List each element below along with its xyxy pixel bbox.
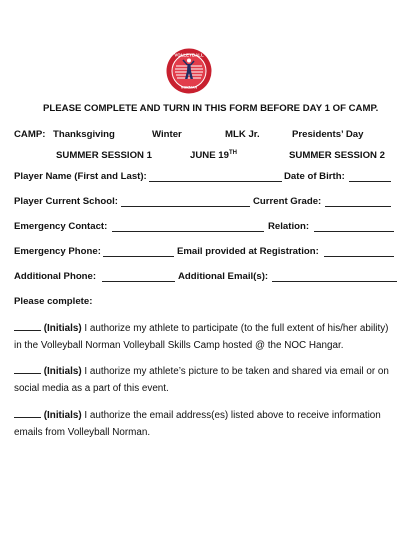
june-19-label: JUNE 19: [190, 150, 229, 162]
consent-text: I authorize my athlete’s picture to be taken and shared via email or on: [84, 366, 389, 377]
emergency-phone-label: Emergency Phone:: [14, 246, 101, 257]
relation-field[interactable]: [314, 222, 394, 232]
camp-option-thanksgiving[interactable]: Thanksgiving: [53, 129, 115, 140]
consent-participation: [14, 321, 388, 335]
camp-option-presidents-day[interactable]: Presidents’ Day: [292, 129, 364, 140]
camp-option-winter[interactable]: Winter: [152, 129, 182, 140]
additional-email-field[interactable]: [272, 272, 397, 282]
consent-text: I authorize the email address(es) listed above to receive information: [84, 410, 381, 421]
camp-option-summer-1[interactable]: SUMMER SESSION 1: [56, 150, 152, 161]
school-label: Player Current School:: [14, 196, 118, 207]
consent-email-line2: emails from Volleyball Norman.: [14, 427, 151, 438]
emergency-phone-field[interactable]: [103, 247, 174, 257]
additional-phone-label: Additional Phone:: [14, 271, 97, 282]
consent-email: [14, 408, 381, 422]
emergency-contact-label: Emergency Contact:: [14, 221, 108, 232]
additional-email-label: Additional Email(s):: [178, 271, 269, 282]
consent-email-initials-field[interactable]: [14, 408, 41, 418]
volleyball-norman-logo: [166, 48, 212, 94]
consent-photo-initials-field[interactable]: [14, 364, 41, 374]
player-name-field[interactable]: [149, 172, 282, 182]
grade-field[interactable]: [325, 197, 391, 207]
consent-participation-line2: in the Volleyball Norman Volleyball Skills Camp hosted @ the NOC Hangar.: [14, 340, 344, 351]
initials-label: (Initials): [43, 323, 82, 334]
additional-phone-field[interactable]: [102, 272, 175, 282]
consent-photo: [14, 364, 389, 378]
please-complete-label: Please complete:: [14, 296, 93, 307]
consent-participation-initials-field[interactable]: [14, 321, 41, 331]
logo-top-text: VOLLEYBALL: [174, 52, 204, 58]
logo-bottom-text: NORMAN: [180, 85, 198, 90]
camp-option-mlk[interactable]: MLK Jr.: [225, 129, 260, 140]
grade-label: Current Grade:: [253, 196, 322, 207]
initials-label: (Initials): [43, 366, 82, 377]
camp-option-june-19[interactable]: [190, 150, 237, 161]
player-name-label: Player Name (First and Last):: [14, 171, 147, 182]
dob-label: Date of Birth:: [284, 171, 345, 182]
consent-text: I authorize my athlete to participate (to the full extent of his/her ability): [84, 323, 389, 334]
dob-field[interactable]: [349, 172, 391, 182]
school-field[interactable]: [121, 197, 250, 207]
camp-label: CAMP:: [14, 129, 46, 140]
email-registration-label: Email provided at Registration:: [177, 246, 319, 257]
email-registration-field[interactable]: [324, 247, 394, 257]
emergency-contact-field[interactable]: [112, 222, 264, 232]
june-19-suffix: TH: [228, 150, 237, 156]
initials-label: (Initials): [43, 410, 82, 421]
consent-photo-line2: social media as a part of this event.: [14, 383, 169, 394]
form-heading: PLEASE COMPLETE AND TURN IN THIS FORM BEFORE DAY 1 OF CAMP.: [43, 103, 379, 114]
camp-option-summer-2[interactable]: SUMMER SESSION 2: [289, 150, 385, 161]
logo-seal-icon: [166, 48, 212, 94]
relation-label: Relation:: [268, 221, 310, 232]
